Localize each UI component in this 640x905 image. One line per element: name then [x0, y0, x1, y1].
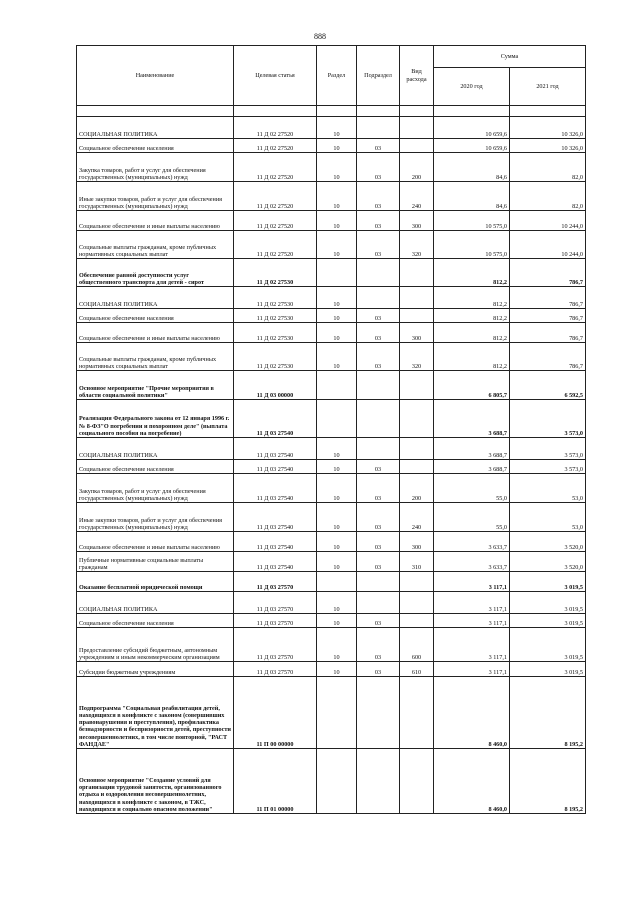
cell-type: 240 — [400, 503, 434, 532]
cell-section — [317, 677, 357, 749]
cell-2020: 8 460,0 — [434, 749, 510, 814]
cell-subsection: 03 — [357, 474, 400, 503]
table-row — [77, 592, 586, 614]
cell-code: 11 Д 02 27520 — [234, 182, 317, 211]
table-row — [77, 614, 586, 628]
cell-subsection — [357, 677, 400, 749]
cell-section: 10 — [317, 592, 357, 614]
cell-2021: 3 520,0 — [510, 532, 586, 552]
cell-2020: 812,2 — [434, 309, 510, 323]
cell-subsection — [357, 438, 400, 460]
cell-name: Социальное обеспечение и иные выплаты населению — [77, 323, 234, 343]
cell-subsection: 03 — [357, 460, 400, 474]
cell-subsection: 03 — [357, 139, 400, 153]
cell-2020: 812,2 — [434, 323, 510, 343]
cell-subsection: 03 — [357, 614, 400, 628]
cell-code: 11 Д 03 27570 — [234, 614, 317, 628]
cell-section: 10 — [317, 309, 357, 323]
cell-type — [400, 572, 434, 592]
cell-section: 10 — [317, 153, 357, 182]
cell-subsection — [357, 287, 400, 309]
header-code: Целевая статья — [234, 46, 317, 106]
cell-2021: 82,0 — [510, 153, 586, 182]
cell-section: 10 — [317, 552, 357, 572]
table-row — [77, 231, 586, 259]
cell-2020: 8 460,0 — [434, 677, 510, 749]
cell-section — [317, 400, 357, 438]
cell-type — [400, 117, 434, 139]
cell-name: Социальное обеспечение и иные выплаты населению — [77, 532, 234, 552]
cell-2021: 786,7 — [510, 343, 586, 371]
cell-2020: 812,2 — [434, 259, 510, 287]
cell-subsection: 03 — [357, 211, 400, 231]
cell-2020: 3 633,7 — [434, 552, 510, 572]
table-body — [77, 117, 586, 814]
cell-2021: 10 244,0 — [510, 231, 586, 259]
cell-name: Социальное обеспечение населения — [77, 309, 234, 323]
cell-2020: 812,2 — [434, 343, 510, 371]
table-row — [77, 503, 586, 532]
cell-section: 10 — [317, 474, 357, 503]
table-row — [77, 153, 586, 182]
cell-type: 300 — [400, 532, 434, 552]
table-row — [77, 343, 586, 371]
cell-type — [400, 677, 434, 749]
header-spacer-row — [77, 106, 586, 117]
cell-section: 10 — [317, 503, 357, 532]
cell-2021: 3 019,5 — [510, 592, 586, 614]
header-2020: 2020 год — [434, 68, 510, 106]
cell-2021: 53,0 — [510, 503, 586, 532]
cell-name: Социальное обеспечение населения — [77, 460, 234, 474]
table-row — [77, 139, 586, 153]
table-row — [77, 532, 586, 552]
cell-code: 11 Д 03 00000 — [234, 371, 317, 400]
table-row — [77, 371, 586, 400]
cell-type: 240 — [400, 182, 434, 211]
cell-name: Закупка товаров, работ и услуг для обеспечения государственных (муниципальных) нужд — [77, 153, 234, 182]
cell-section: 10 — [317, 628, 357, 662]
cell-name: Социальные выплаты гражданам, кроме публичных нормативных социальных выплат — [77, 343, 234, 371]
cell-code: 11 Д 03 27540 — [234, 532, 317, 552]
cell-2020: 10 659,6 — [434, 117, 510, 139]
cell-section: 10 — [317, 139, 357, 153]
cell-2021: 3 573,0 — [510, 460, 586, 474]
table-row — [77, 662, 586, 677]
cell-2020: 3 117,1 — [434, 572, 510, 592]
cell-subsection: 03 — [357, 343, 400, 371]
cell-type: 320 — [400, 343, 434, 371]
cell-2021: 786,7 — [510, 259, 586, 287]
cell-subsection: 03 — [357, 552, 400, 572]
table-row — [77, 438, 586, 460]
cell-subsection: 03 — [357, 231, 400, 259]
cell-type: 610 — [400, 662, 434, 677]
cell-type — [400, 438, 434, 460]
cell-subsection: 03 — [357, 153, 400, 182]
cell-2020: 10 575,0 — [434, 211, 510, 231]
cell-2020: 10 659,6 — [434, 139, 510, 153]
cell-2021: 3 019,5 — [510, 662, 586, 677]
cell-type — [400, 460, 434, 474]
cell-subsection — [357, 117, 400, 139]
table-row — [77, 628, 586, 662]
cell-code: 11 Д 03 27570 — [234, 572, 317, 592]
cell-subsection — [357, 259, 400, 287]
cell-type — [400, 371, 434, 400]
cell-2021: 82,0 — [510, 182, 586, 211]
header-subsection: Подраздел — [357, 46, 400, 106]
cell-name: Основное мероприятие "Прочие мероприятия в области социальной политики" — [77, 371, 234, 400]
cell-2020: 84,6 — [434, 153, 510, 182]
cell-type: 300 — [400, 211, 434, 231]
cell-type — [400, 614, 434, 628]
cell-name: Иные закупки товаров, работ и услуг для обеспечения государственных (муниципальных) нужд — [77, 182, 234, 211]
table-row — [77, 677, 586, 749]
cell-subsection: 03 — [357, 662, 400, 677]
table-row — [77, 572, 586, 592]
cell-name: Закупка товаров, работ и услуг для обеспечения государственных (муниципальных) нужд — [77, 474, 234, 503]
cell-subsection: 03 — [357, 503, 400, 532]
cell-name: Основное мероприятие "Создание условий для организации трудовой занятости, организованного отдыха и оздоровления несовершеннолетних, находящихся в конфликте с законом, в ТЖС, находящихся и социально опасном положении" — [77, 749, 234, 814]
table-row — [77, 259, 586, 287]
cell-2021: 3 573,0 — [510, 438, 586, 460]
cell-2021: 53,0 — [510, 474, 586, 503]
cell-section: 10 — [317, 287, 357, 309]
cell-name: Предоставление субсидий бюджетным, автономным учреждениям и иным некоммерческим организациям — [77, 628, 234, 662]
table-row — [77, 323, 586, 343]
cell-2020: 3 117,1 — [434, 628, 510, 662]
cell-2020: 10 575,0 — [434, 231, 510, 259]
cell-2021: 3 520,0 — [510, 552, 586, 572]
cell-type — [400, 749, 434, 814]
cell-code: 11 Д 03 27570 — [234, 592, 317, 614]
cell-type: 300 — [400, 323, 434, 343]
cell-code: 11 Д 02 27520 — [234, 211, 317, 231]
cell-code: 11 П 01 00000 — [234, 749, 317, 814]
cell-2021: 3 019,5 — [510, 572, 586, 592]
table-row — [77, 309, 586, 323]
cell-type: 200 — [400, 474, 434, 503]
cell-name: СОЦИАЛЬНАЯ ПОЛИТИКА — [77, 117, 234, 139]
cell-2021: 6 592,5 — [510, 371, 586, 400]
cell-code: 11 Д 02 27530 — [234, 323, 317, 343]
cell-section: 10 — [317, 182, 357, 211]
cell-type — [400, 139, 434, 153]
cell-subsection — [357, 371, 400, 400]
cell-section: 10 — [317, 614, 357, 628]
budget-table — [76, 45, 586, 814]
cell-2021: 8 195,2 — [510, 749, 586, 814]
cell-code: 11 Д 03 27540 — [234, 474, 317, 503]
cell-subsection — [357, 400, 400, 438]
cell-2020: 3 688,7 — [434, 400, 510, 438]
cell-name: Иные закупки товаров, работ и услуг для обеспечения государственных (муниципальных) нужд — [77, 503, 234, 532]
cell-subsection: 03 — [357, 323, 400, 343]
cell-subsection — [357, 749, 400, 814]
cell-2020: 3 117,1 — [434, 614, 510, 628]
cell-2021: 786,7 — [510, 287, 586, 309]
cell-section — [317, 572, 357, 592]
table-row — [77, 460, 586, 474]
cell-type: 320 — [400, 231, 434, 259]
cell-type — [400, 592, 434, 614]
cell-2021: 3 019,5 — [510, 614, 586, 628]
cell-2021: 3 019,5 — [510, 628, 586, 662]
cell-2020: 3 117,1 — [434, 662, 510, 677]
cell-section: 10 — [317, 438, 357, 460]
cell-code: 11 Д 02 27530 — [234, 343, 317, 371]
cell-section — [317, 259, 357, 287]
cell-code: 11 Д 03 27540 — [234, 503, 317, 532]
cell-name: Оказание бесплатной юридической помощи — [77, 572, 234, 592]
cell-2020: 3 688,7 — [434, 438, 510, 460]
cell-section — [317, 371, 357, 400]
cell-code: 11 Д 02 27520 — [234, 153, 317, 182]
cell-name: СОЦИАЛЬНАЯ ПОЛИТИКА — [77, 438, 234, 460]
cell-2021: 8 195,2 — [510, 677, 586, 749]
header-name: Наименование — [77, 46, 234, 106]
cell-type — [400, 259, 434, 287]
cell-section: 10 — [317, 460, 357, 474]
table-row — [77, 182, 586, 211]
cell-section: 10 — [317, 231, 357, 259]
cell-section: 10 — [317, 211, 357, 231]
cell-name: Социальное обеспечение населения — [77, 614, 234, 628]
cell-name: Социальное обеспечение и иные выплаты населению — [77, 211, 234, 231]
table-row — [77, 117, 586, 139]
cell-code: 11 Д 02 27520 — [234, 139, 317, 153]
cell-type — [400, 309, 434, 323]
cell-type: 310 — [400, 552, 434, 572]
cell-subsection: 03 — [357, 628, 400, 662]
cell-2020: 6 805,7 — [434, 371, 510, 400]
cell-section: 10 — [317, 532, 357, 552]
cell-name: Подпрограмма "Социальная реабилитация детей, находящихся в конфликте с законом (совершивших правонарушения и преступления), профилактика безнадзорности и беспризорности детей, преступности несовершеннолетних, в том числе повторной, "РАСТ ФАНДАЕ" — [77, 677, 234, 749]
cell-code: 11 Д 02 27530 — [234, 259, 317, 287]
cell-2020: 55,0 — [434, 474, 510, 503]
cell-2020: 84,6 — [434, 182, 510, 211]
table-row — [77, 474, 586, 503]
header-2021: 2021 год — [510, 68, 586, 106]
cell-name: Социальные выплаты гражданам, кроме публичных нормативных социальных выплат — [77, 231, 234, 259]
cell-2021: 10 244,0 — [510, 211, 586, 231]
cell-type — [400, 400, 434, 438]
cell-subsection: 03 — [357, 182, 400, 211]
table-row — [77, 400, 586, 438]
table-row — [77, 287, 586, 309]
cell-section: 10 — [317, 117, 357, 139]
table-row — [77, 749, 586, 814]
cell-name: СОЦИАЛЬНАЯ ПОЛИТИКА — [77, 287, 234, 309]
header-section: Раздел — [317, 46, 357, 106]
header-type: Вид расхода — [400, 46, 434, 106]
cell-code: 11 П 00 00000 — [234, 677, 317, 749]
cell-name: Обеспечение равной доступности услуг общественного транспорта для детей - сирот — [77, 259, 234, 287]
cell-name: Публичные нормативные социальные выплаты гражданам — [77, 552, 234, 572]
header-sum: Сумма — [434, 46, 586, 68]
cell-name: СОЦИАЛЬНАЯ ПОЛИТИКА — [77, 592, 234, 614]
cell-code: 11 Д 03 27540 — [234, 552, 317, 572]
cell-2021: 786,7 — [510, 323, 586, 343]
cell-subsection: 03 — [357, 309, 400, 323]
cell-2020: 3 633,7 — [434, 532, 510, 552]
cell-2020: 3 117,1 — [434, 592, 510, 614]
cell-code: 11 Д 03 27570 — [234, 662, 317, 677]
cell-2021: 786,7 — [510, 309, 586, 323]
cell-code: 11 Д 03 27540 — [234, 400, 317, 438]
cell-code: 11 Д 03 27540 — [234, 438, 317, 460]
cell-name: Реализация Федерального закона от 12 января 1996 г. № 8-ФЗ"О погребении и похоронном деле" (выплата социального пособия на погребение) — [77, 400, 234, 438]
cell-code: 11 Д 02 27520 — [234, 231, 317, 259]
cell-section: 10 — [317, 343, 357, 371]
cell-code: 11 Д 02 27520 — [234, 117, 317, 139]
cell-section: 10 — [317, 662, 357, 677]
cell-2021: 3 573,0 — [510, 400, 586, 438]
cell-name: Социальное обеспечение населения — [77, 139, 234, 153]
table-row — [77, 552, 586, 572]
cell-subsection — [357, 592, 400, 614]
cell-subsection: 03 — [357, 532, 400, 552]
cell-2021: 10 326,0 — [510, 139, 586, 153]
cell-code: 11 Д 02 27530 — [234, 287, 317, 309]
page-number: 888 — [314, 32, 326, 41]
cell-code: 11 Д 03 27540 — [234, 460, 317, 474]
cell-section — [317, 749, 357, 814]
cell-2021: 10 326,0 — [510, 117, 586, 139]
cell-name: Субсидии бюджетным учреждениям — [77, 662, 234, 677]
cell-section: 10 — [317, 323, 357, 343]
cell-2020: 3 688,7 — [434, 460, 510, 474]
cell-code: 11 Д 02 27530 — [234, 309, 317, 323]
table-row — [77, 211, 586, 231]
cell-2020: 812,2 — [434, 287, 510, 309]
cell-2020: 55,0 — [434, 503, 510, 532]
cell-subsection — [357, 572, 400, 592]
cell-type: 600 — [400, 628, 434, 662]
cell-type — [400, 287, 434, 309]
cell-code: 11 Д 03 27570 — [234, 628, 317, 662]
cell-type: 200 — [400, 153, 434, 182]
